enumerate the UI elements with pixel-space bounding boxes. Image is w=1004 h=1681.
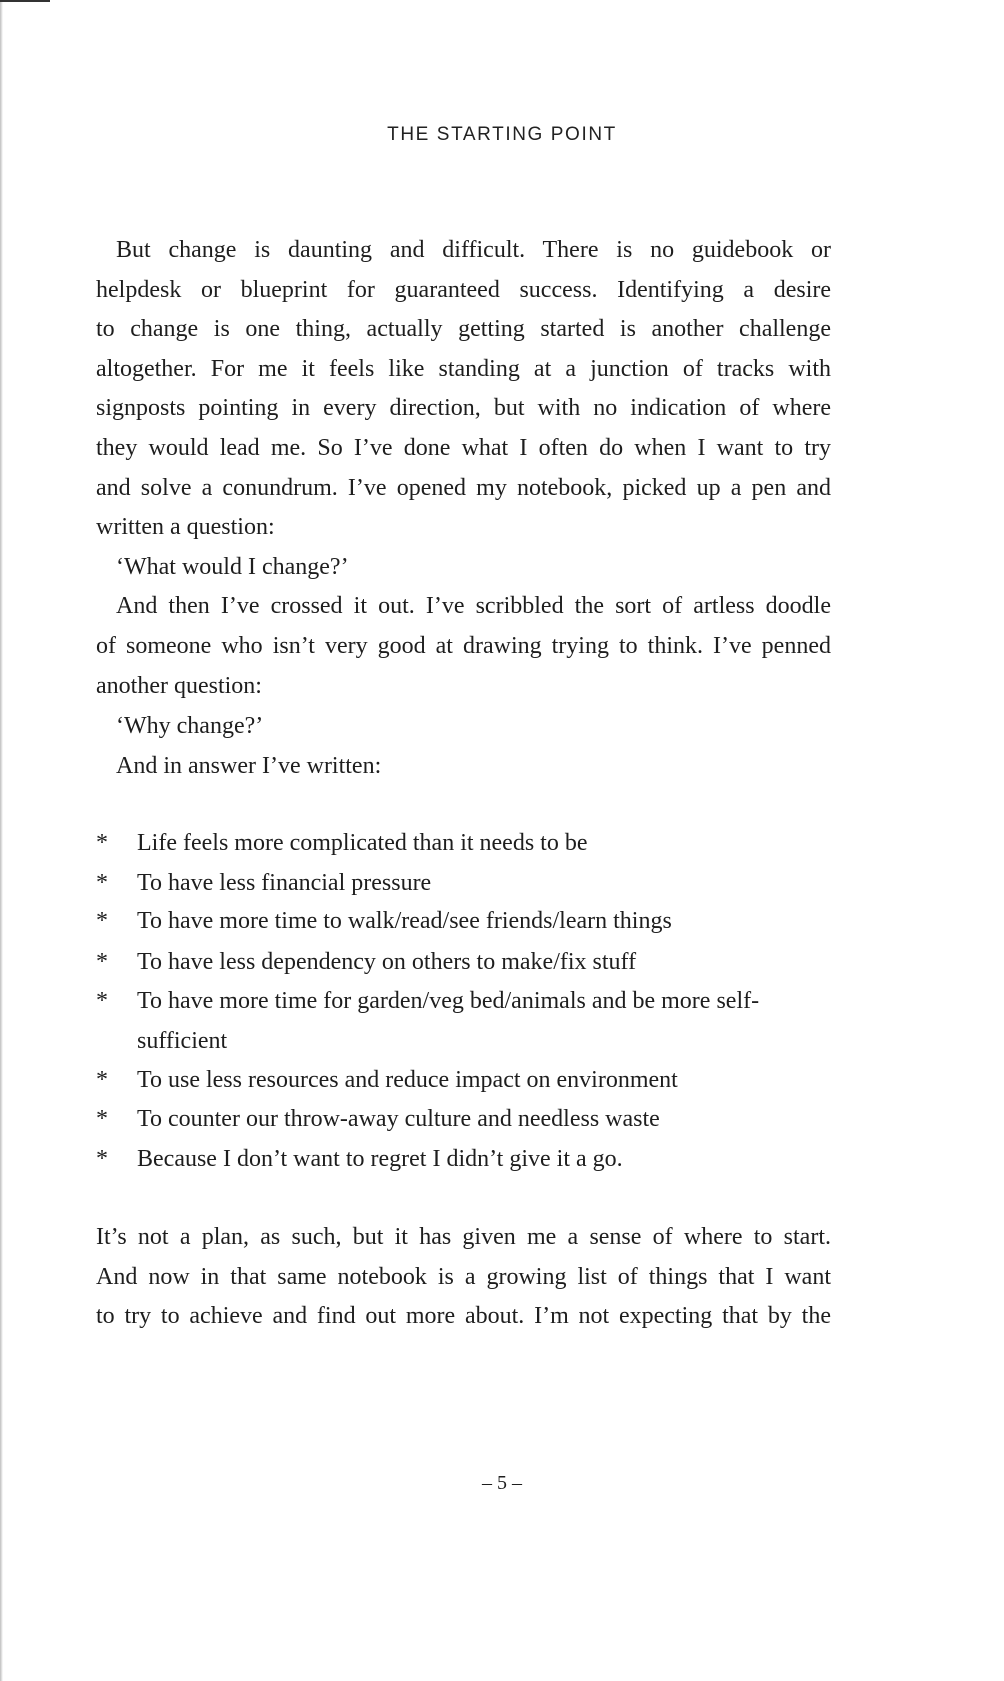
body-line: written a question: [96, 514, 275, 540]
asterisk-bullet-icon: * [96, 1106, 108, 1132]
body-line: signposts pointing in every direction, but with no indication of where [96, 395, 831, 421]
list-item: Life feels more complicated than it needs to be [137, 830, 588, 856]
asterisk-bullet-icon: * [96, 949, 108, 975]
body-line: It’s not a plan, as such, but it has given me a sense of where to start. [96, 1224, 831, 1250]
body-line: And now in that same notebook is a growing list of things that I want [96, 1264, 831, 1290]
page-edge-shadow [0, 0, 3, 1681]
asterisk-bullet-icon: * [96, 870, 108, 896]
body-line: of someone who isn’t very good at drawing trying to think. I’ve penned [96, 633, 831, 659]
asterisk-bullet-icon: * [96, 988, 108, 1014]
list-item: To have less dependency on others to make/fix stuff [137, 949, 637, 975]
list-item-continuation: sufficient [137, 1028, 228, 1054]
list-item: Because I don’t want to regret I didn’t give it a go. [137, 1146, 623, 1172]
body-line: another question: [96, 673, 262, 699]
asterisk-bullet-icon: * [96, 908, 108, 934]
body-line: altogether. For me it feels like standing at a junction of tracks with [96, 356, 831, 382]
body-line: And in answer I’ve written: [116, 753, 382, 779]
body-line: to try to achieve and find out more about. I’m not expecting that by the [96, 1303, 831, 1329]
asterisk-bullet-icon: * [96, 1146, 108, 1172]
body-line: helpdesk or blueprint for guaranteed success. Identifying a desire [96, 277, 831, 303]
page-number: – 5 – [482, 1472, 522, 1494]
list-item: To counter our throw-away culture and needless waste [137, 1106, 660, 1132]
list-item: To have more time to walk/read/see friends/learn things [137, 908, 672, 934]
asterisk-bullet-icon: * [96, 1067, 108, 1093]
list-item: To use less resources and reduce impact on environment [137, 1067, 678, 1093]
list-item: To have less financial pressure [137, 870, 432, 896]
body-line: they would lead me. So I’ve done what I often do when I want to try [96, 435, 831, 461]
body-line: to change is one thing, actually getting started is another challenge [96, 316, 831, 342]
page-corner-mark [0, 0, 50, 2]
quote-line: ‘What would I change?’ [116, 554, 349, 580]
list-item: To have more time for garden/veg bed/animals and be more self- [137, 988, 760, 1014]
running-header: THE STARTING POINT [387, 124, 617, 145]
body-line: And then I’ve crossed it out. I’ve scribbled the sort of artless doodle [116, 593, 831, 619]
body-line: and solve a conundrum. I’ve opened my notebook, picked up a pen and [96, 475, 831, 501]
quote-line: ‘Why change?’ [116, 713, 264, 739]
asterisk-bullet-icon: * [96, 830, 108, 856]
body-line: But change is daunting and difficult. There is no guidebook or [116, 237, 831, 263]
